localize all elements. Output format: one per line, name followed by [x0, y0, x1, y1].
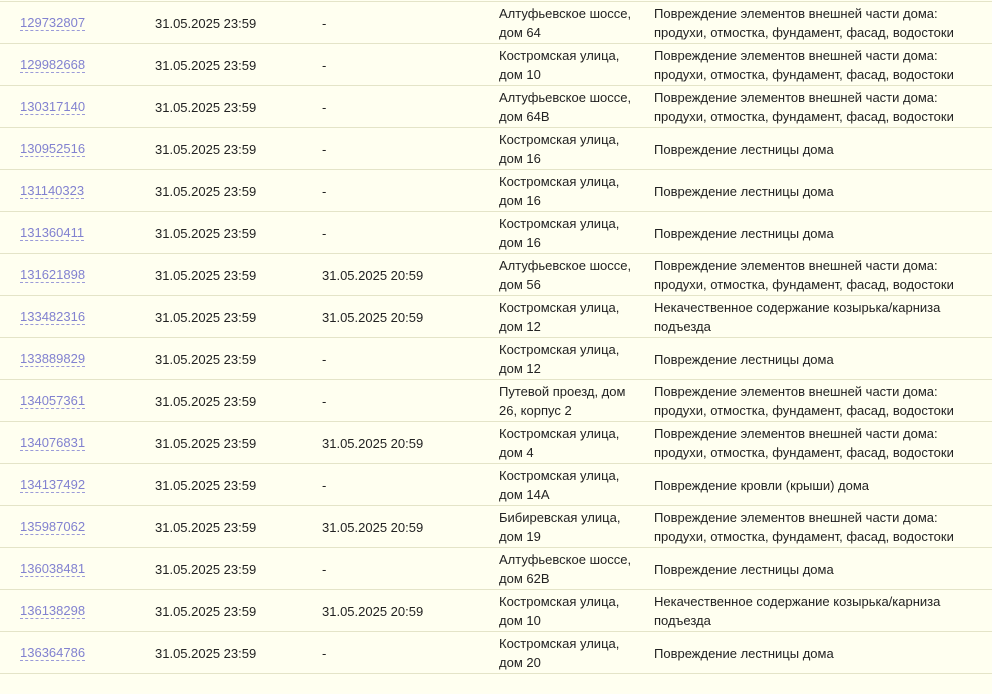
created-date-cell: 31.05.2025 23:59: [155, 57, 257, 73]
description-text: Повреждение элементов внешней части дома: продухи, отмостка, фундамент, фасад, водостоки: [654, 6, 954, 40]
request-id-cell: [20, 170, 140, 212]
address-cell: [499, 422, 644, 464]
deadline-cell: -: [322, 645, 327, 661]
request-id-cell: [20, 128, 140, 170]
description-text: Повреждение элементов внешней части дома: продухи, отмостка, фундамент, фасад, водостоки: [654, 426, 954, 460]
description-cell: [654, 632, 992, 674]
request-id-cell: [20, 254, 140, 296]
table-row: [0, 2, 992, 44]
deadline-cell: -: [322, 225, 327, 241]
address-cell: [499, 2, 644, 44]
address-cell: [499, 548, 644, 590]
description-cell: [654, 590, 992, 632]
table-row: [0, 86, 992, 128]
request-id-link[interactable]: 136364786: [20, 645, 86, 660]
deadline-cell: 31.05.2025 20:59: [322, 603, 424, 619]
description-cell: [654, 86, 992, 128]
description-cell: [654, 254, 992, 296]
request-id-link[interactable]: 129732807: [20, 15, 86, 30]
address-text: Бибиревская улица, дом 19: [499, 510, 621, 544]
description-cell: [654, 170, 992, 212]
created-date-cell: 31.05.2025 23:59: [155, 267, 257, 283]
address-cell: [499, 44, 644, 86]
table-row: [0, 632, 992, 674]
request-id-cell: [20, 338, 140, 380]
deadline-cell: -: [322, 561, 327, 577]
created-date-cell: 31.05.2025 23:59: [155, 225, 257, 241]
deadline-cell: -: [322, 15, 327, 31]
created-date-cell: 31.05.2025 23:59: [155, 519, 257, 535]
requests-table: [0, 1, 992, 674]
deadline-cell: -: [322, 57, 327, 73]
table-row: [0, 380, 992, 422]
address-text: Костромская улица, дом 12: [499, 342, 620, 376]
description-cell: [654, 128, 992, 170]
request-id-link[interactable]: 131621898: [20, 267, 86, 282]
address-text: Алтуфьевское шоссе, дом 62В: [499, 552, 632, 586]
description-cell: [654, 422, 992, 464]
address-text: Костромская улица, дом 10: [499, 48, 620, 82]
description-text: Некачественное содержание козырька/карниза подъезда: [654, 300, 941, 334]
address-text: Костромская улица, дом 10: [499, 594, 620, 628]
request-id-link[interactable]: 134076831: [20, 435, 86, 450]
address-text: Костромская улица, дом 20: [499, 636, 620, 670]
table-row: [0, 590, 992, 632]
request-id-cell: [20, 296, 140, 338]
address-cell: [499, 338, 644, 380]
description-cell: [654, 212, 992, 254]
address-text: Костромская улица, дом 16: [499, 174, 620, 208]
request-id-link[interactable]: 134137492: [20, 477, 86, 492]
description-text: Повреждение лестницы дома: [654, 645, 834, 661]
table-row: [0, 548, 992, 590]
request-id-cell: [20, 2, 140, 44]
address-cell: [499, 128, 644, 170]
description-text: Повреждение элементов внешней части дома: продухи, отмостка, фундамент, фасад, водостоки: [654, 510, 954, 544]
description-text: Повреждение лестницы дома: [654, 351, 834, 367]
address-cell: [499, 86, 644, 128]
address-cell: [499, 590, 644, 632]
table-row: [0, 254, 992, 296]
description-text: Повреждение кровли (крыши) дома: [654, 477, 870, 493]
request-id-link[interactable]: 130952516: [20, 141, 86, 156]
description-text: Повреждение лестницы дома: [654, 141, 834, 157]
deadline-cell: 31.05.2025 20:59: [322, 267, 424, 283]
description-text: Повреждение лестницы дома: [654, 183, 834, 199]
description-cell: [654, 464, 992, 506]
address-cell: [499, 380, 644, 422]
deadline-cell: -: [322, 351, 327, 367]
address-cell: [499, 254, 644, 296]
created-date-cell: 31.05.2025 23:59: [155, 15, 257, 31]
request-id-cell: [20, 548, 140, 590]
table-row: [0, 506, 992, 548]
request-id-link[interactable]: 133482316: [20, 309, 86, 324]
deadline-cell: -: [322, 99, 327, 115]
created-date-cell: 31.05.2025 23:59: [155, 645, 257, 661]
address-cell: [499, 632, 644, 674]
request-id-link[interactable]: 135987062: [20, 519, 86, 534]
description-text: Повреждение лестницы дома: [654, 561, 834, 577]
request-id-cell: [20, 422, 140, 464]
address-text: Костромская улица, дом 16: [499, 216, 620, 250]
request-id-link[interactable]: 136038481: [20, 561, 86, 576]
created-date-cell: 31.05.2025 23:59: [155, 351, 257, 367]
created-date-cell: 31.05.2025 23:59: [155, 393, 257, 409]
created-date-cell: 31.05.2025 23:59: [155, 99, 257, 115]
request-id-cell: [20, 590, 140, 632]
description-cell: [654, 548, 992, 590]
created-date-cell: 31.05.2025 23:59: [155, 603, 257, 619]
table-row: [0, 128, 992, 170]
request-id-link[interactable]: 134057361: [20, 393, 86, 408]
description-text: Повреждение элементов внешней части дома: продухи, отмостка, фундамент, фасад, водостоки: [654, 258, 954, 292]
request-id-cell: [20, 632, 140, 674]
description-cell: [654, 2, 992, 44]
request-id-cell: [20, 86, 140, 128]
description-cell: [654, 338, 992, 380]
deadline-cell: 31.05.2025 20:59: [322, 435, 424, 451]
address-cell: [499, 212, 644, 254]
address-cell: [499, 170, 644, 212]
request-id-link[interactable]: 129982668: [20, 57, 86, 72]
address-text: Путевой проезд, дом 26, корпус 2: [499, 384, 626, 418]
description-cell: [654, 296, 992, 338]
created-date-cell: 31.05.2025 23:59: [155, 183, 257, 199]
address-cell: [499, 506, 644, 548]
address-cell: [499, 296, 644, 338]
created-date-cell: 31.05.2025 23:59: [155, 141, 257, 157]
deadline-cell: -: [322, 477, 327, 493]
description-text: Повреждение элементов внешней части дома: продухи, отмостка, фундамент, фасад, водостоки: [654, 384, 954, 418]
description-text: Повреждение элементов внешней части дома: продухи, отмостка, фундамент, фасад, водостоки: [654, 48, 954, 82]
table-row: [0, 44, 992, 86]
table-row: [0, 422, 992, 464]
created-date-cell: 31.05.2025 23:59: [155, 561, 257, 577]
deadline-cell: -: [322, 393, 327, 409]
request-id-cell: [20, 44, 140, 86]
description-cell: [654, 380, 992, 422]
request-id-link[interactable]: 133889829: [20, 351, 86, 366]
request-id-link[interactable]: 136138298: [20, 603, 86, 618]
description-text: Некачественное содержание козырька/карниза подъезда: [654, 594, 941, 628]
address-cell: [499, 464, 644, 506]
deadline-cell: 31.05.2025 20:59: [322, 519, 424, 535]
table-row: [0, 464, 992, 506]
description-text: Повреждение элементов внешней части дома: продухи, отмостка, фундамент, фасад, водостоки: [654, 90, 954, 124]
address-text: Алтуфьевское шоссе, дом 64: [499, 6, 632, 40]
description-cell: [654, 506, 992, 548]
description-text: Повреждение лестницы дома: [654, 225, 834, 241]
address-text: Алтуфьевское шоссе, дом 64В: [499, 90, 632, 124]
table-row: [0, 170, 992, 212]
request-id-cell: [20, 212, 140, 254]
address-text: Костромская улица, дом 4: [499, 426, 620, 460]
request-id-cell: [20, 464, 140, 506]
created-date-cell: 31.05.2025 23:59: [155, 435, 257, 451]
request-id-link[interactable]: 131360411: [20, 225, 85, 240]
request-id-link[interactable]: 131140323: [20, 183, 85, 198]
deadline-cell: -: [322, 183, 327, 199]
table-row: [0, 212, 992, 254]
description-cell: [654, 44, 992, 86]
address-text: Алтуфьевское шоссе, дом 56: [499, 258, 632, 292]
request-id-link[interactable]: 130317140: [20, 99, 86, 114]
deadline-cell: 31.05.2025 20:59: [322, 309, 424, 325]
created-date-cell: 31.05.2025 23:59: [155, 309, 257, 325]
address-text: Костромская улица, дом 16: [499, 132, 620, 166]
address-text: Костромская улица, дом 12: [499, 300, 620, 334]
address-text: Костромская улица, дом 14А: [499, 468, 620, 502]
table-row: [0, 338, 992, 380]
request-id-cell: [20, 380, 140, 422]
request-id-cell: [20, 506, 140, 548]
table-row: [0, 296, 992, 338]
created-date-cell: 31.05.2025 23:59: [155, 477, 257, 493]
deadline-cell: -: [322, 141, 327, 157]
